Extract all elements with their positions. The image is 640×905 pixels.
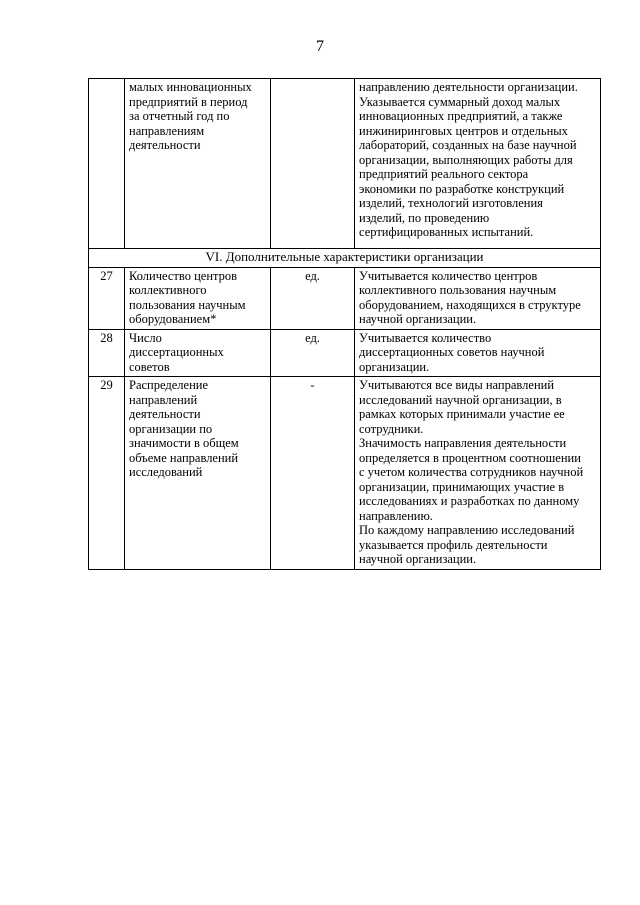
table-row: [89, 329, 601, 377]
desc-line: организации, выполняющих работы для: [359, 152, 573, 167]
desc-line: инновационных предприятий, а также: [359, 109, 563, 123]
indicator-name: [125, 267, 271, 329]
unit-cell: ед.: [271, 267, 355, 329]
name-line: значимости в общем: [129, 436, 239, 450]
indicator-description: [355, 377, 601, 570]
name-line: пользования научным: [129, 297, 246, 312]
name-line: Количество центров: [129, 268, 238, 283]
name-line: исследований: [129, 465, 203, 479]
indicator-name: [125, 377, 271, 570]
name-line: направлений: [129, 392, 198, 407]
name-line: Число: [129, 330, 162, 345]
desc-line: Указывается суммарный доход малых: [359, 94, 561, 109]
indicator-name: [125, 79, 271, 249]
unit-cell: -: [271, 377, 355, 570]
unit-cell: [271, 79, 355, 249]
indicator-description: [355, 267, 601, 329]
indicator-description: [355, 79, 601, 249]
desc-line: указывается профиль деятельности: [359, 537, 548, 552]
name-line: организации по: [129, 421, 213, 436]
name-line: Распределение: [129, 378, 208, 392]
page-number: 7: [316, 38, 324, 55]
desc-line: организации.: [359, 359, 430, 374]
name-line: за отчетный год по: [129, 109, 230, 123]
row-number: [89, 79, 125, 249]
section-heading-row: [89, 249, 601, 268]
desc-line: предприятий реального сектора: [359, 167, 529, 181]
name-line: деятельности: [129, 407, 201, 421]
desc-line: рамках которых принимали участие ее: [359, 407, 565, 421]
desc-line: Учитывается количество: [359, 330, 492, 345]
table-row: [89, 377, 601, 570]
desc-line: направлению.: [359, 508, 433, 523]
desc-line: изделий, по проведению: [359, 210, 490, 225]
desc-line: экономики по разработке конструкций: [359, 181, 565, 196]
desc-line: с учетом количества сотрудников научной: [359, 465, 584, 479]
indicator-description: [355, 329, 601, 377]
desc-line: лабораторий, созданных на базе научной: [359, 138, 577, 152]
desc-line: диссертационных советов научной: [359, 345, 545, 359]
table-row: [89, 79, 601, 249]
row-number: 29: [89, 377, 125, 570]
section-heading: VI. Дополнительные характеристики организации: [89, 249, 601, 268]
desc-line: исследованиях и разработках по данному: [359, 494, 580, 508]
table-row: [89, 267, 601, 329]
desc-line: Учитывается количество центров: [359, 268, 538, 283]
desc-line: научной организации.: [359, 312, 477, 326]
desc-line: сертифицированных испытаний.: [359, 225, 534, 239]
desc-line: инжиниринговых центров и отдельных: [359, 123, 568, 138]
desc-line: По каждому направлению исследований: [359, 523, 575, 537]
desc-line: направлению деятельности организации.: [359, 80, 578, 94]
name-line: направлениям: [129, 123, 205, 138]
row-number: 27: [89, 267, 125, 329]
name-line: оборудованием*: [129, 312, 217, 326]
indicators-table: [88, 78, 601, 570]
desc-line: изделий, технологий изготовления: [359, 196, 543, 210]
row-number: 28: [89, 329, 125, 377]
desc-line: научной организации.: [359, 552, 477, 566]
indicator-name: [125, 329, 271, 377]
desc-line: определяется в процентном соотношении: [359, 450, 581, 465]
desc-line: организации, принимающих участие в: [359, 479, 565, 494]
desc-line: исследований научной организации, в: [359, 392, 562, 407]
name-line: деятельности: [129, 138, 201, 152]
unit-cell: ед.: [271, 329, 355, 377]
name-line: малых инновационных: [129, 80, 252, 94]
name-line: диссертационных: [129, 345, 224, 359]
name-line: объеме направлений: [129, 450, 239, 465]
desc-line: Значимость направления деятельности: [359, 436, 567, 450]
name-line: коллективного: [129, 283, 207, 297]
desc-line: оборудованием, находящихся в структуре: [359, 297, 581, 312]
desc-line: Учитываются все виды направлений: [359, 378, 555, 392]
name-line: предприятий в период: [129, 94, 248, 109]
desc-line: коллективного пользования научным: [359, 283, 557, 297]
desc-line: сотрудники.: [359, 421, 424, 436]
name-line: советов: [129, 359, 170, 374]
